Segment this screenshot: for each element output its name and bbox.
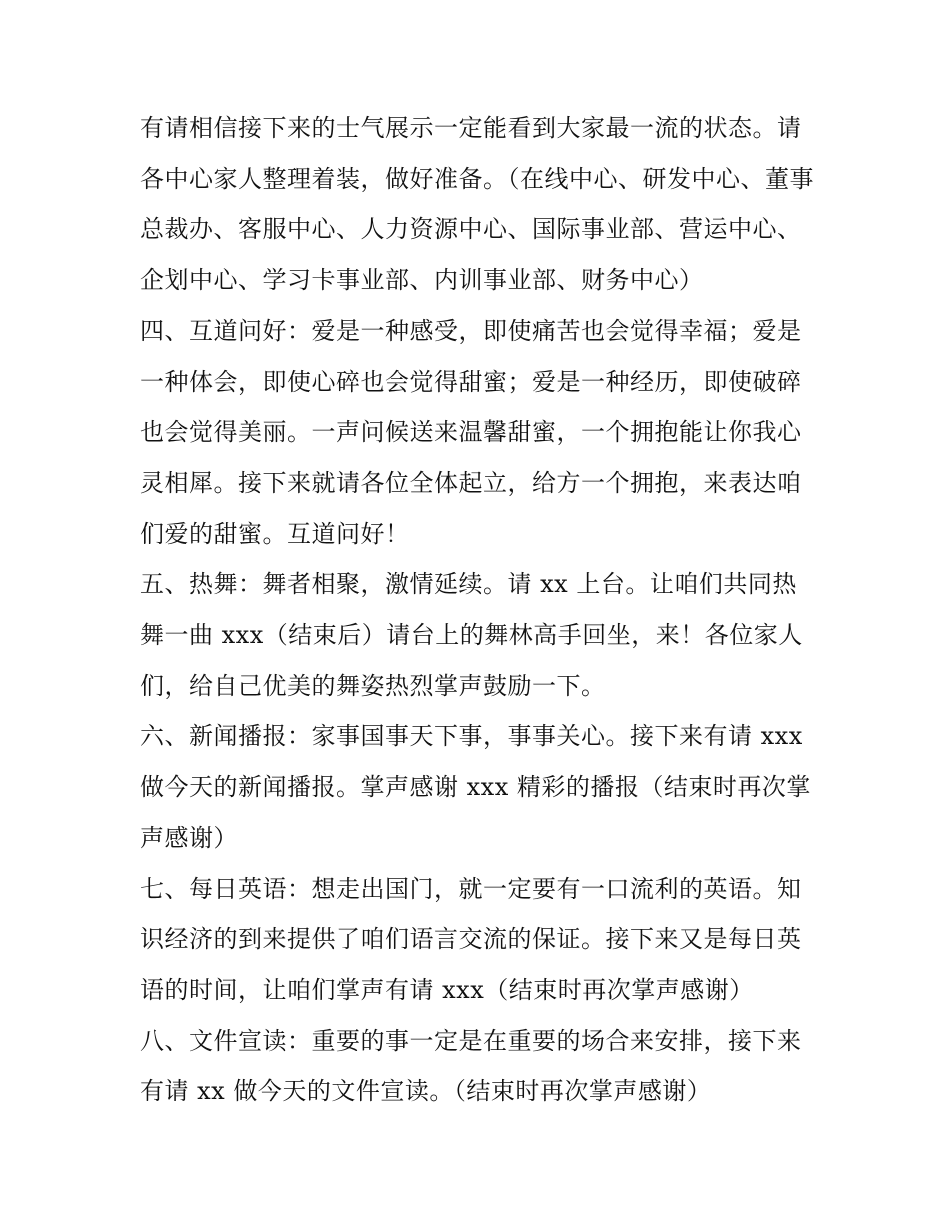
paragraph-document-reading: 八、文件宣读：重要的事一定是在重要的场合来安排，接下来有请 xx 做今天的文件宣读。（结束时再次掌声感谢） (140, 1026, 802, 1106)
paragraph-news: 六、新闻播报：家事国事天下事，事事关心。接下来有请 xxx做今天的新闻播报。掌声感谢 xxx 精彩的播报（结束时再次掌声感谢） (140, 722, 811, 852)
paragraph-english: 七、每日英语：想走出国门，就一定要有一口流利的英语。知识经济的到来提供了咱们语言交流的保证。接下来又是每日英语的时间，让咱们掌声有请 xxx（结束时再次掌声感谢） (140, 874, 802, 1004)
paragraph-intro: 有请相信接下来的士气展示一定能看到大家最一流的状态。请各中心家人整理着装，做好准备。（在线中心、研发中心、董事总裁办、客服中心、人力资源中心、国际事业部、营运中心、企划中心、学习卡事业部、内训事业部、财务中心） (140, 114, 814, 295)
document-body (140, 103, 820, 1117)
paragraph-greeting: 四、互道问好：爱是一种感受，即使痛苦也会觉得幸福；爱是一种体会，即使心碎也会觉得甜蜜；爱是一种经历，即使破碎也会觉得美丽。一声问候送来温馨甜蜜，一个拥抱能让你我心灵相犀。接下来就请各位全体起立，给方一个拥抱，来表达咱们爱的甜蜜。互道问好！ (140, 316, 802, 548)
paragraph-dance: 五、热舞：舞者相聚，激情延续。请 xx 上台。让咱们共同热舞一曲 xxx（结束后）请台上的舞林高手回坐，来！各位家人们，给自己优美的舞姿热烈掌声鼓励一下。 (140, 570, 803, 700)
